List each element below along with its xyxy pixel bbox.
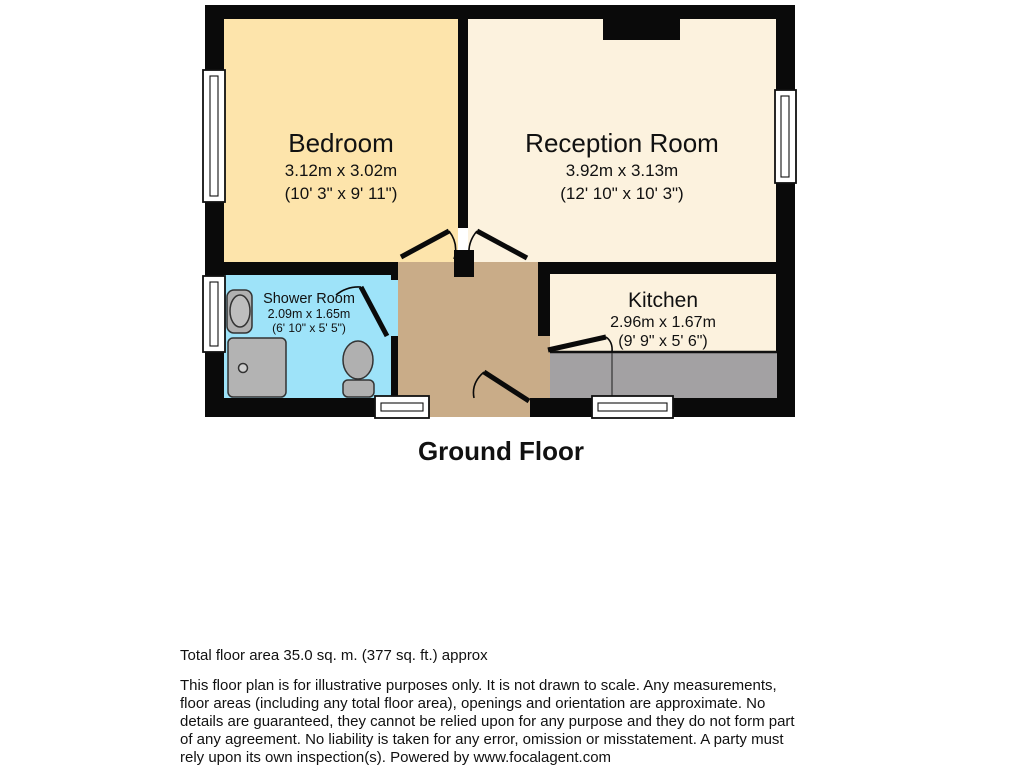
shower-room-name: Shower Room (263, 291, 355, 307)
bedroom-metric-dims: 3.12m x 3.02m (284, 161, 398, 180)
shower-room-metric-dims: 2.09m x 1.65m (267, 307, 351, 321)
shower-room-label (263, 291, 355, 335)
entrance-door-gap (429, 398, 530, 417)
floor-title: Ground Floor (417, 436, 585, 466)
hall-window-symbol (375, 396, 429, 418)
toilet-fixture (343, 341, 374, 397)
shower-door-gap (391, 280, 398, 336)
reception-imperial-dims: (12' 10" x 10' 3") (560, 184, 684, 203)
bedroom-label (285, 128, 398, 203)
kitchen-metric-dims: 2.96m x 1.67m (610, 314, 716, 331)
bedroom-window-symbol (203, 70, 225, 202)
bedroom-imperial-dims: (10' 3" x 9' 11") (284, 184, 398, 203)
reception-window-symbol (775, 90, 796, 183)
reception-name: Reception Room (525, 128, 719, 158)
kitchen-window-symbol (592, 396, 673, 418)
bedroom-name: Bedroom (288, 128, 394, 158)
disclaimer-text: This floor plan is for illustrative purposes only. It is not drawn to scale. Any measurements, floor areas (including any total floor area), openings and orientation are approximate. No details are guaranteed, they cannot be relied upon for any purpose and they do not form part of any agreement. No liability is taken for any error, omission or misstatement. A party must rely upon its own inspection(s). Powered by www.focalagent.com (180, 677, 795, 766)
reception-metric-dims: 3.92m x 3.13m (565, 161, 679, 180)
kitchen-name: Kitchen (627, 289, 699, 312)
total-floor-area-text: Total floor area 35.0 sq. m. (377 sq. ft.) approx (180, 647, 488, 664)
shower-window-symbol (203, 276, 225, 352)
kitchen-imperial-dims: (9' 9" x 5' 6") (618, 333, 708, 350)
shower-room-imperial-dims: (6' 10" x 5' 5") (272, 321, 346, 335)
kitchen-counter (550, 352, 777, 398)
kitchen-door-gap (538, 336, 550, 398)
sink-fixture (227, 290, 252, 333)
hallway-floor (398, 262, 538, 398)
shower-tray-fixture (228, 338, 286, 397)
